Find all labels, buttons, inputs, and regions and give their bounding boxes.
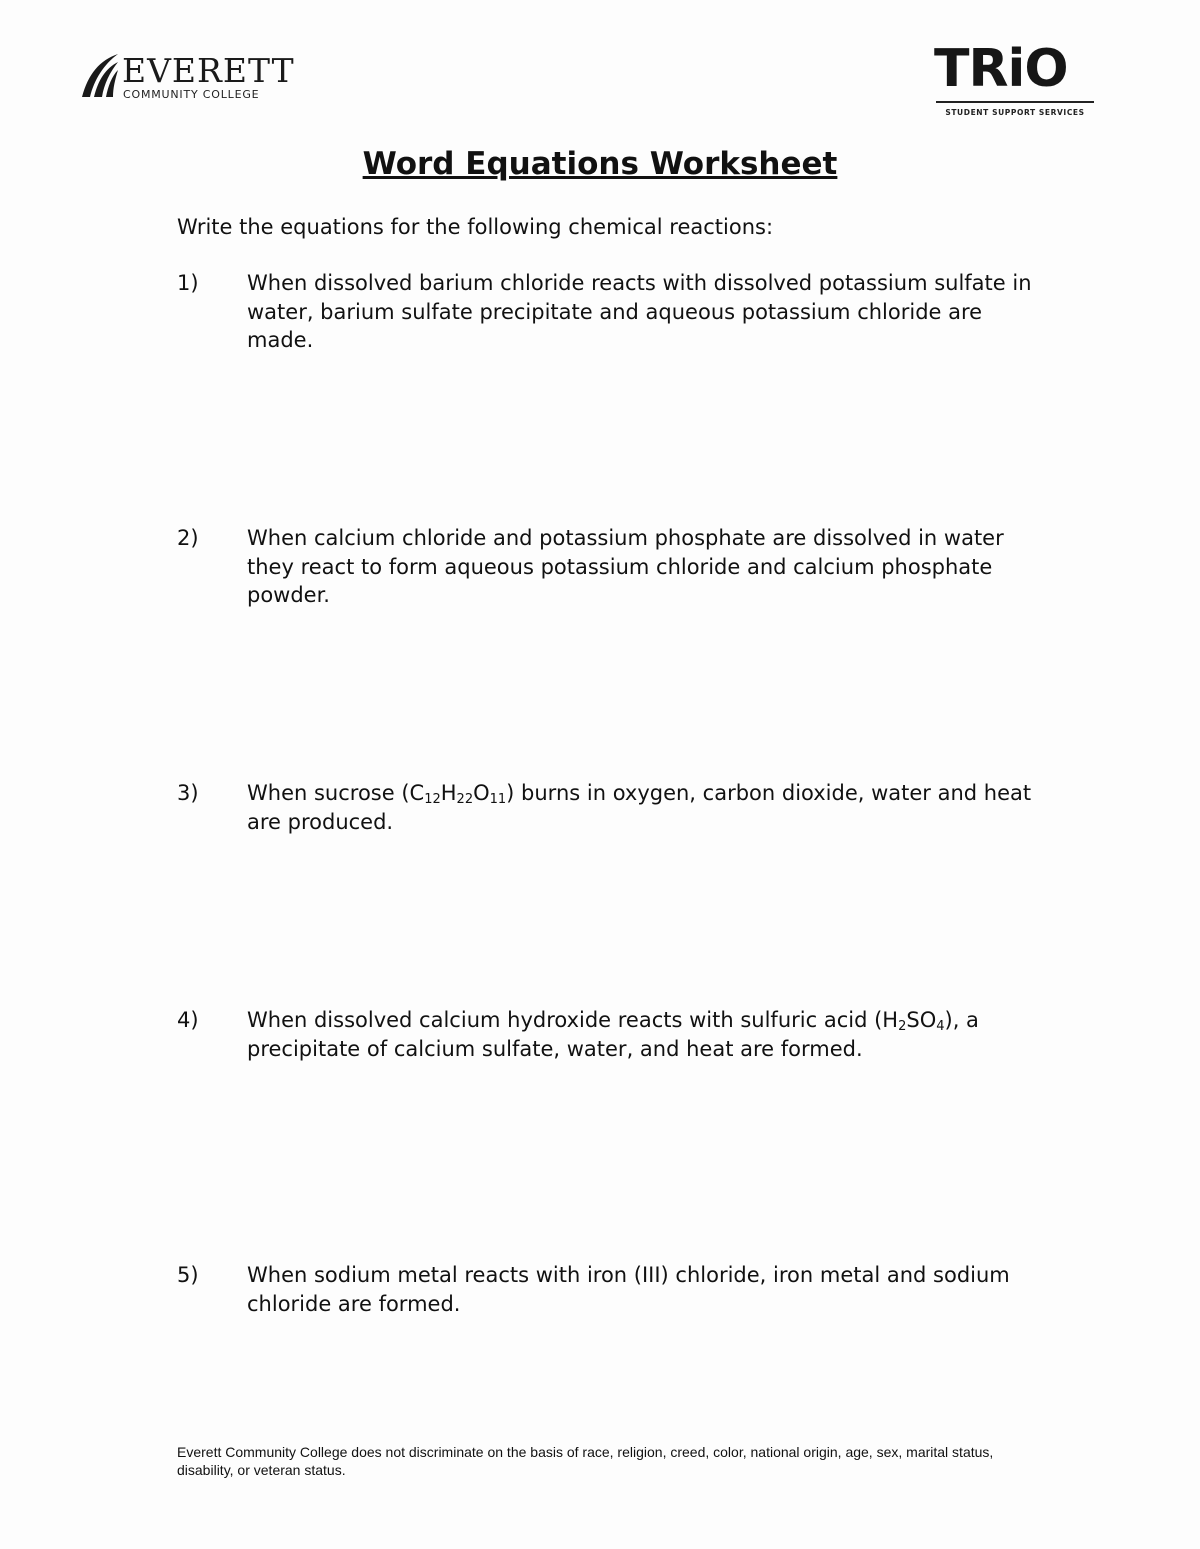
sucrose-formula: $C_{12}H_{22}O_{11}$: [409, 781, 507, 807]
instructions: Write the equations for the following chemical reactions:: [177, 215, 774, 239]
everett-college-logo: [80, 52, 300, 104]
text-before-formula: When dissolved calcium hydroxide reacts with sulfuric acid (: [247, 1008, 883, 1032]
question-text: [247, 1006, 1037, 1063]
question-5: [177, 1261, 1037, 1318]
page-title: Word Equations Worksheet: [362, 146, 838, 182]
text-before-formula: When sucrose (: [247, 781, 410, 805]
question-text: When sodium metal reacts with iron (III) chloride, iron metal and sodium chloride are formed.: [247, 1263, 1010, 1316]
trio-divider: [936, 101, 1094, 103]
question-number: 4): [177, 1008, 199, 1032]
trio-wordmark: TRiO: [934, 39, 1068, 99]
text-after-formula: ) burns in oxygen, carbon dioxide, water and heat are produced.: [247, 781, 1032, 834]
everett-swoosh-icon: [80, 52, 120, 98]
college-name: EVERETT: [122, 51, 295, 90]
question-number: 5): [177, 1263, 199, 1287]
college-subtitle: COMMUNITY COLLEGE: [123, 88, 260, 101]
question-1: [177, 269, 1037, 355]
question-number: 1): [177, 271, 199, 295]
sulfuric-acid-formula: $H_2SO_4$: [882, 1008, 945, 1034]
question-text: When calcium chloride and potassium phosphate are dissolved in water they react to form aqueous potassium chloride and calcium phosphate powder.: [247, 526, 1004, 607]
question-text: [247, 779, 1037, 836]
trio-tagline: STUDENT SUPPORT SERVICES: [945, 108, 1085, 117]
question-number: 3): [177, 781, 199, 805]
text-after-formula: ), a precipitate of calcium sulfate, water, and heat are formed.: [247, 1008, 979, 1061]
question-4: [177, 1006, 1037, 1063]
question-3: [177, 779, 1037, 836]
trio-logo: [934, 39, 1096, 120]
question-text: When dissolved barium chloride reacts with dissolved potassium sulfate in water, barium sulfate precipitate and aqueous potassium chloride are made.: [247, 271, 1032, 352]
question-2: [177, 524, 1037, 610]
nondiscrimination-footer: Everett Community College does not discriminate on the basis of race, religion, creed, color, national origin, age, sex, marital status, disability, or veteran status.: [177, 1444, 994, 1478]
question-number: 2): [177, 526, 199, 550]
